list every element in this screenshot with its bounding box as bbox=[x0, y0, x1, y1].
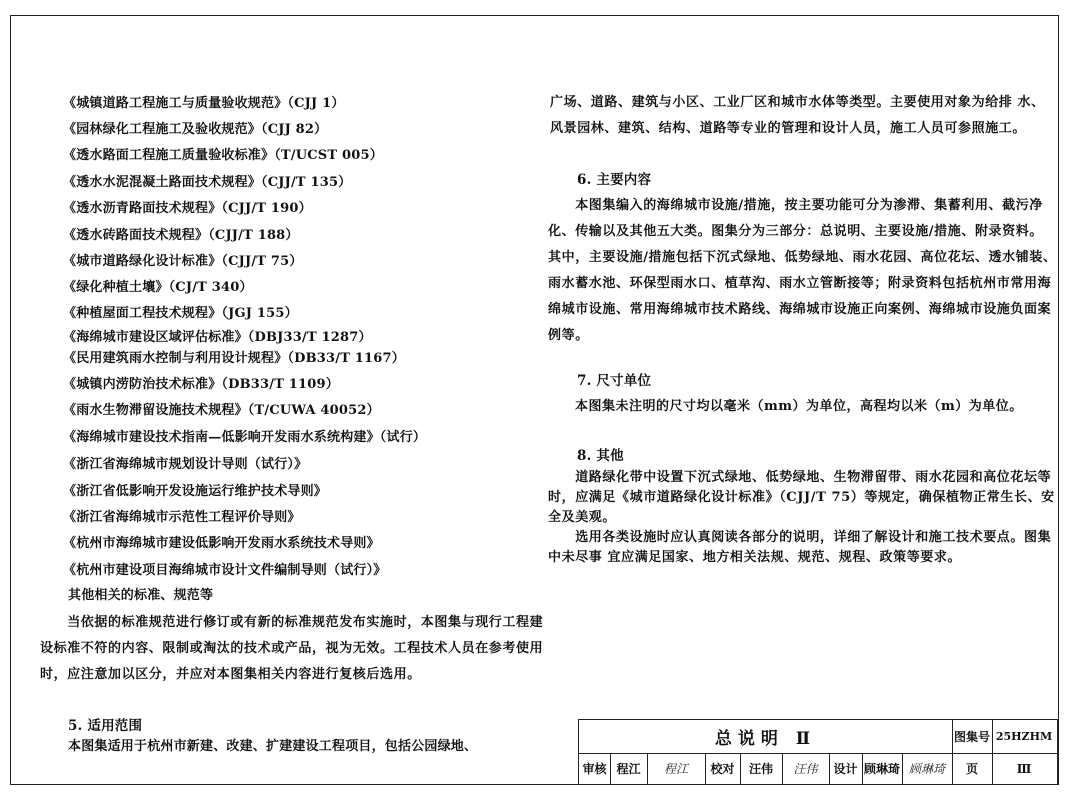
validity-line: 时，应注意加以区分，并应对本图集相关内容进行复核后选用。 bbox=[40, 667, 421, 682]
section8-line: 中未尽事 宜应满足国家、地方相关法规、规范、规程、政策等要求。 bbox=[548, 550, 962, 565]
reference-item: 《透水沥青路面技术规程》（CJJ/T 190） bbox=[63, 201, 312, 216]
review-label: 审核 bbox=[582, 762, 607, 776]
section8-line: 全及美观。 bbox=[548, 510, 617, 525]
section8-line: 时，应满足《城市道路绿化设计标准》（CJJ/T 75）等规定，确保植物正常生长、安 bbox=[548, 490, 1055, 505]
reference-item: 《绿化种植土壤》（CJ/T 340） bbox=[63, 280, 253, 295]
reference-item: 《城镇内涝防治技术标准》（DB33/T 1109） bbox=[63, 377, 339, 392]
section6-line: 本图集编入的海绵城市设施/措施，按主要功能可分为渗滞、集蓄利用、截污净 bbox=[548, 198, 1043, 213]
section8-line: 选用各类设施时应认真阅读各部分的说明，详细了解设计和施工技术要点。图集 bbox=[548, 530, 1052, 545]
page-number: Ⅲ bbox=[1016, 761, 1032, 776]
validity-line: 当依据的标准规范进行修订或有新的标准规范发布实施时，本图集与现行工程建 bbox=[40, 615, 544, 630]
reference-item: 《透水路面工程施工质量验收标准》（T/UCST 005） bbox=[63, 148, 383, 163]
page-label: 页 bbox=[965, 762, 978, 776]
drawing-title: 总说明 Ⅱ bbox=[714, 729, 817, 749]
section6-line: 化、传输以及其他五大类。图集分为三部分：总说明、主要设施/措施、附录资料。 bbox=[548, 224, 1043, 239]
section5-text: 本图集适用于杭州市新建、改建、扩建建设工程项目，包括公园绿地、 bbox=[68, 739, 478, 754]
reference-item: 《透水水泥混凝土路面技术规程》（CJJ/T 135） bbox=[63, 175, 352, 190]
atlas-number: 25HZHM bbox=[995, 730, 1053, 743]
section7-heading: 7. 尺寸单位 bbox=[577, 373, 652, 389]
scope-continuation bbox=[550, 90, 1045, 142]
reference-item: 《城镇道路工程施工与质量验收规范》（CJJ 1） bbox=[63, 96, 345, 111]
section6-paragraph bbox=[548, 193, 1057, 349]
reference-item: 《海绵城市建设区域评估标准》（DBJ33/T 1287） bbox=[63, 330, 372, 345]
designer-signature: 顾琳琦 bbox=[908, 762, 945, 776]
reference-item: 《雨水生物滞留设施技术规程》（T/CUWA 40052） bbox=[63, 403, 380, 418]
reference-item: 《浙江省海绵城市规划设计导则（试行）》 bbox=[63, 457, 308, 472]
reference-item: 《透水砖路面技术规程》（CJJ/T 188） bbox=[63, 228, 299, 243]
reviewer-name: 程江 bbox=[616, 762, 641, 776]
reference-item: 《浙江省海绵城市示范性工程评价导则》 bbox=[63, 510, 301, 525]
section6-line: 例等。 bbox=[548, 328, 589, 343]
atlas-number-label: 图集号 bbox=[953, 730, 990, 744]
title-block bbox=[578, 719, 1058, 785]
section6-heading: 6. 主要内容 bbox=[577, 172, 652, 188]
section8-paragraph bbox=[548, 468, 1055, 568]
checker-name: 汪伟 bbox=[748, 762, 773, 776]
reference-item: 《城市道路绿化设计标准》（CJJ/T 75） bbox=[63, 254, 303, 269]
scope-line: 风景园林、建筑、结构、道路等专业的管理和设计人员，施工人员可参照施工。 bbox=[550, 121, 1027, 136]
reference-item: 《杭州市建设项目海绵城市设计文件编制导则（试行）》 bbox=[63, 563, 387, 578]
reference-item: 《杭州市海绵城市建设低影响开发雨水系统技术导则》 bbox=[63, 536, 380, 551]
section8-line: 道路绿化带中设置下沉式绿地、低势绿地、生物滞留带、雨水花园和高位花坛等 bbox=[548, 470, 1052, 485]
section5-heading: 5. 适用范围 bbox=[68, 718, 143, 734]
validity-line: 设标准不符的内容、限制或淘汰的技术或产品，视为无效。工程技术人员在参考使用 bbox=[40, 641, 544, 656]
reference-item: 《浙江省低影响开发设施运行维护技术导则》 bbox=[63, 484, 328, 499]
section6-line: 其中，主要设施/措施包括下沉式绿地、低势绿地、雨水花园、高位花坛、透水铺装、 bbox=[548, 250, 1057, 265]
check-label: 校对 bbox=[710, 762, 735, 776]
checker-signature: 汪伟 bbox=[793, 762, 818, 776]
reference-item: 其他相关的标准、规范等 bbox=[68, 588, 214, 603]
reference-item: 《民用建筑雨水控制与利用设计规程》（DB33/T 1167） bbox=[63, 351, 405, 366]
section7-text: 本图集未注明的尺寸均以毫米（mm）为单位，高程均以米（m）为单位。 bbox=[548, 399, 1023, 414]
section6-line: 雨水蓄水池、环保型雨水口、植草沟、雨水立管断接等；附录资料包括杭州市常用海 bbox=[548, 276, 1052, 291]
reviewer-signature: 程江 bbox=[663, 762, 688, 776]
reference-item: 《海绵城市建设技术指南—低影响开发雨水系统构建》（试行） bbox=[63, 430, 427, 445]
reference-item: 《种植屋面工程技术规程》（JGJ 155） bbox=[63, 306, 298, 321]
section6-line: 绵城市设施、常用海绵城市技术路线、海绵城市设施正向案例、海绵城市设施负面案 bbox=[548, 302, 1052, 317]
designer-name: 顾琳琦 bbox=[863, 762, 900, 776]
scope-line: 广场、道路、建筑与小区、工业厂区和城市水体等类型。主要使用对象为给排 水、 bbox=[550, 95, 1045, 110]
design-label: 设计 bbox=[833, 762, 858, 776]
section8-heading: 8. 其他 bbox=[577, 448, 624, 464]
reference-item: 《园林绿化工程施工及验收规范》（CJJ 82） bbox=[63, 122, 328, 137]
validity-paragraph bbox=[40, 610, 543, 688]
